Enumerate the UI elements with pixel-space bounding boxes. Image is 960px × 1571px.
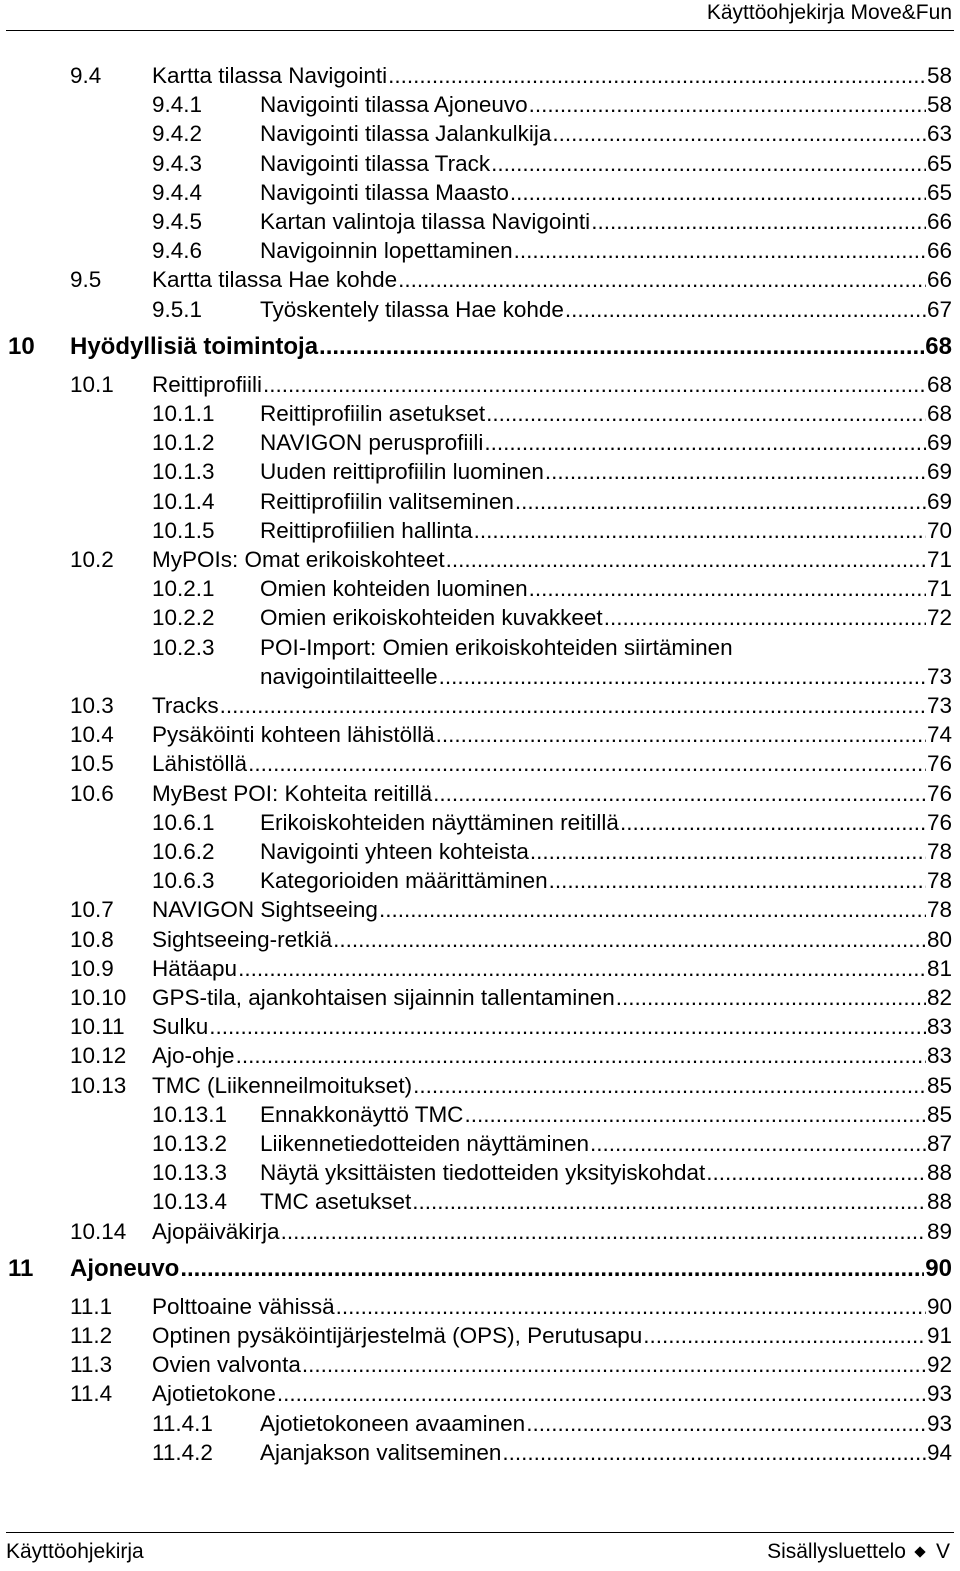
toc-leader-dots (590, 1129, 926, 1159)
toc-leader-dots (491, 149, 926, 179)
toc-entry[interactable] (0, 1321, 960, 1351)
toc-entry-page: 90 (925, 1254, 952, 1282)
toc-entry-title: Reittiprofiilin asetukset (260, 401, 486, 426)
toc-entry-title: Navigointi tilassa Track (260, 150, 491, 176)
toc-entry-title: Uuden reittiprofiilin luominen (260, 459, 544, 485)
toc-entry[interactable] (0, 895, 960, 925)
toc-entry-title: Navigointi tilassa Maasto (260, 179, 509, 205)
toc-entry[interactable] (0, 720, 960, 750)
toc-entry-page: 93 (926, 1410, 952, 1436)
toc-entry-number: 10.7 (70, 897, 114, 923)
toc-entry-number: 10.14 (70, 1218, 127, 1244)
toc-leader-dots (439, 662, 926, 692)
toc-entry-page: 90 (926, 1293, 952, 1319)
toc-entry-number: 10.4 (70, 722, 114, 748)
toc-leader-dots (220, 691, 926, 721)
toc-leader-dots (474, 516, 926, 546)
toc-entry-page: 76 (926, 751, 952, 777)
toc-entry[interactable] (0, 779, 960, 809)
toc-entry-page: 69 (926, 459, 952, 485)
toc-entry-number: 10.13.3 (152, 1160, 228, 1186)
toc-entry-number: 10.12 (70, 1043, 127, 1069)
toc-entry[interactable] (0, 925, 960, 955)
toc-entry-title: TMC (Liikenneilmoitukset) (152, 1072, 413, 1098)
toc-entry-page: 69 (926, 430, 952, 456)
toc-leader-dots (565, 295, 926, 325)
toc-entry[interactable] (0, 207, 960, 237)
toc-entry-page: 68 (925, 332, 952, 360)
toc-entry[interactable] (0, 332, 960, 362)
toc-entry-title: Navigointi tilassa Ajoneuvo (260, 92, 528, 118)
toc-entry-page: 81 (926, 955, 952, 981)
toc-leader-dots (526, 1409, 926, 1439)
toc-entry-number: 9.4.6 (152, 238, 203, 264)
toc-entry-page: 71 (926, 576, 952, 602)
toc-entry-title: Optinen pysäköintijärjestelmä (OPS), Perutusapu (152, 1323, 643, 1348)
toc-leader-dots (502, 1438, 926, 1468)
toc-leader-dots (545, 457, 926, 487)
toc-entry-page: 66 (926, 209, 952, 234)
toc-entry-title: Ajo-ohje (152, 1043, 235, 1069)
toc-leader-dots (552, 119, 926, 149)
toc-entry-number: 11.1 (70, 1293, 113, 1319)
footer-document-title: Käyttöohjekirja (6, 1540, 144, 1563)
toc-entry[interactable] (0, 691, 960, 721)
toc-entry-number: 10.1.1 (152, 401, 215, 426)
toc-entry-title: MyPOIs: Omat erikoiskohteet (152, 547, 445, 572)
toc-entry[interactable] (0, 1187, 960, 1217)
toc-entry-title: Lähistöllä (152, 751, 248, 777)
toc-entry-page: 66 (926, 267, 952, 293)
toc-entry-title: Ajotietokoneen avaaminen (260, 1410, 526, 1436)
toc-entry-number: 9.4.1 (152, 92, 203, 118)
toc-entry[interactable] (0, 90, 960, 120)
toc-entry-title: Navigointi yhteen kohteista (260, 839, 529, 864)
toc-entry[interactable] (0, 265, 960, 295)
toc-entry-title: TMC asetukset (260, 1189, 412, 1215)
toc-entry-number: 11.4.2 (152, 1439, 213, 1465)
toc-entry-number: 10.8 (70, 926, 114, 952)
toc-entry[interactable] (0, 1350, 960, 1380)
toc-entry-page: 76 (926, 780, 952, 806)
toc-entry-page: 63 (926, 121, 952, 147)
toc-entry[interactable] (0, 633, 960, 689)
toc-entry-number: 10.2.3 (152, 634, 215, 660)
toc-entry-number: 10.1.3 (152, 459, 215, 485)
toc-entry[interactable] (0, 1217, 960, 1247)
toc-entry-number: 10.6.1 (152, 809, 215, 835)
toc-entry-page: 89 (926, 1218, 952, 1244)
toc-leader-dots (236, 1041, 926, 1071)
toc-leader-dots (433, 779, 926, 809)
toc-entry-page: 69 (926, 488, 952, 514)
toc-entry[interactable] (0, 295, 960, 325)
toc-entry-title: Kategorioiden määrittäminen (260, 868, 548, 894)
toc-entry-page: 73 (926, 663, 952, 689)
toc-entry-number: 10.11 (70, 1014, 125, 1040)
toc-leader-dots (319, 332, 924, 362)
toc-leader-dots (180, 1254, 924, 1284)
footer-page-number: V (935, 1540, 950, 1563)
toc-entry-title: Kartan valintoja tilassa Navigointi (260, 209, 591, 234)
toc-leader-dots (484, 428, 926, 458)
toc-entry-title: Hätäapu (152, 955, 238, 981)
toc-entry-number: 11.2 (70, 1323, 113, 1348)
toc-entry-title: Omien erikoiskohteiden kuvakkeet (260, 605, 603, 631)
toc-entry-number: 10.2 (70, 547, 114, 572)
toc-entry-number: 10.3 (70, 693, 114, 718)
toc-leader-dots (706, 1158, 926, 1188)
toc-leader-dots (514, 236, 926, 266)
toc-entry-page: 88 (926, 1189, 952, 1215)
toc-leader-dots (281, 1217, 926, 1247)
toc-leader-dots (591, 207, 926, 237)
toc-entry-title: Pysäköinti kohteen lähistöllä (152, 722, 435, 748)
toc-entry-number: 10.5 (70, 751, 114, 777)
toc-entry[interactable] (0, 866, 960, 896)
toc-entry-page: 87 (926, 1131, 952, 1156)
toc-entry-number: 11.3 (70, 1352, 113, 1378)
toc-entry-page: 78 (926, 839, 952, 864)
toc-entry-page: 78 (926, 868, 952, 894)
toc-leader-dots (333, 925, 926, 955)
toc-entry-title: Sulku (152, 1014, 209, 1040)
toc-entry[interactable] (0, 545, 960, 575)
diamond-icon (914, 1546, 925, 1557)
toc-entry-number: 10.13.1 (152, 1101, 228, 1127)
toc-entry[interactable] (0, 1100, 960, 1130)
toc-entry-page: 74 (926, 722, 952, 748)
toc-entry-page: 88 (926, 1160, 952, 1186)
header-rule (6, 30, 954, 31)
toc-entry-title: Ajanjakson valitseminen (260, 1439, 502, 1465)
toc-entry[interactable] (0, 749, 960, 779)
toc-entry-page: 94 (926, 1439, 952, 1465)
toc-entry-page: 78 (926, 897, 952, 923)
toc-leader-dots (446, 545, 926, 575)
toc-entry[interactable] (0, 1012, 960, 1042)
toc-entry-number: 10.1 (70, 371, 114, 397)
toc-leader-dots (643, 1321, 926, 1351)
toc-entry-number: 11.4.1 (152, 1410, 213, 1436)
toc-leader-dots (388, 61, 926, 91)
toc-entry-number: 10.6.3 (152, 868, 215, 894)
toc-entry-page: 71 (926, 547, 952, 572)
toc-entry-page: 80 (926, 926, 952, 952)
running-header: Käyttöohjekirja Move&Fun (706, 1, 952, 24)
toc-entry-title: Omien kohteiden luominen (260, 576, 528, 602)
toc-entry-page: 93 (926, 1381, 952, 1407)
toc-entry[interactable] (0, 1254, 960, 1284)
toc-entry-title: Kartta tilassa Hae kohde (152, 267, 398, 293)
toc-entry[interactable] (0, 370, 960, 400)
toc-entry-title: Reittiprofiilien hallinta (260, 517, 473, 543)
toc-entry-title-continuation: navigointilaitteelle (260, 663, 438, 689)
toc-entry[interactable] (0, 837, 960, 867)
toc-entry[interactable] (0, 516, 960, 546)
toc-entry[interactable] (0, 1409, 960, 1439)
footer-page-info (767, 1540, 950, 1564)
toc-entry-page: 68 (926, 401, 952, 426)
toc-entry-number: 9.4.4 (152, 179, 203, 205)
toc-leader-dots (616, 983, 926, 1013)
toc-entry-title: Työskentely tilassa Hae kohde (260, 296, 564, 322)
toc-entry[interactable] (0, 1438, 960, 1468)
toc-entry-number: 10.2.1 (152, 576, 215, 602)
toc-leader-dots (549, 866, 926, 896)
toc-entry[interactable] (0, 808, 960, 838)
toc-entry[interactable] (0, 119, 960, 149)
toc-entry-number: 10.9 (70, 955, 114, 981)
toc-entry-title: Sightseeing-retkiä (152, 926, 333, 952)
toc-leader-dots (302, 1350, 926, 1380)
toc-entry-page: 73 (926, 693, 952, 718)
toc-entry-title: NAVIGON perusprofiili (260, 430, 484, 456)
toc-entry[interactable] (0, 1158, 960, 1188)
toc-leader-dots (248, 749, 926, 779)
toc-entry-page: 83 (926, 1043, 952, 1069)
toc-entry-title: Näytä yksittäisten tiedotteiden yksityiskohdat (260, 1160, 706, 1186)
toc-entry-page: 66 (926, 238, 952, 264)
toc-entry[interactable] (0, 487, 960, 517)
toc-entry-number: 10.10 (70, 985, 127, 1010)
toc-entry-number: 9.4.3 (152, 150, 203, 176)
toc-leader-dots (464, 1100, 926, 1130)
toc-entry[interactable] (0, 983, 960, 1013)
toc-leader-dots (263, 370, 926, 400)
toc-entry-title: Ajoneuvo (70, 1254, 180, 1282)
toc-leader-dots (620, 808, 926, 838)
toc-entry-page: 65 (926, 179, 952, 205)
toc-entry[interactable] (0, 574, 960, 604)
toc-entry-page: 83 (926, 1014, 952, 1040)
toc-leader-dots (238, 954, 926, 984)
toc-entry-page: 65 (926, 150, 952, 176)
toc-entry-page: 76 (926, 809, 952, 835)
toc-entry-title: Hyödyllisiä toimintoja (70, 332, 319, 360)
toc-entry-number: 10.1.4 (152, 488, 215, 514)
toc-entry[interactable] (0, 603, 960, 633)
toc-leader-dots (398, 265, 926, 295)
toc-entry-number: 10.1.2 (152, 430, 215, 456)
toc-entry-title: Erikoiskohteiden näyttäminen reitillä (260, 809, 619, 835)
toc-leader-dots (379, 895, 926, 925)
toc-leader-dots (604, 603, 926, 633)
toc-entry-title: NAVIGON Sightseeing (152, 897, 378, 923)
toc-entry-page: 82 (926, 985, 952, 1010)
toc-leader-dots (412, 1187, 926, 1217)
toc-entry[interactable] (0, 61, 960, 91)
footer-rule (6, 1532, 954, 1533)
toc-entry[interactable] (0, 954, 960, 984)
toc-entry-page: 67 (926, 296, 952, 322)
toc-entry-title: MyBest POI: Kohteita reitillä (152, 780, 433, 806)
toc-entry-number: 10.13.2 (152, 1131, 228, 1156)
toc-entry-title: GPS-tila, ajankohtaisen sijainnin tallentaminen (152, 985, 615, 1010)
toc-entry-page: 68 (926, 371, 952, 397)
toc-entry-number: 9.4 (70, 63, 102, 88)
toc-entry[interactable] (0, 1292, 960, 1322)
toc-entry-page: 85 (926, 1101, 952, 1127)
toc-entry-number: 9.5.1 (152, 296, 203, 322)
toc-entry-title: Kartta tilassa Navigointi (152, 63, 388, 88)
toc-entry-title: Reittiprofiilin valitseminen (260, 488, 514, 514)
toc-entry[interactable] (0, 399, 960, 429)
toc-entry-page: 72 (926, 605, 952, 631)
toc-entry[interactable] (0, 1129, 960, 1159)
toc-entry-number: 11 (8, 1254, 34, 1282)
toc-entry-page: 92 (926, 1352, 952, 1378)
toc-entry[interactable] (0, 1041, 960, 1071)
toc-leader-dots (486, 399, 926, 429)
toc-entry-page: 58 (926, 92, 952, 118)
toc-leader-dots (336, 1292, 926, 1322)
toc-leader-dots (530, 837, 926, 867)
toc-entry-title: Ajotietokone (152, 1381, 276, 1407)
toc-entry-title: Ennakkonäyttö TMC (260, 1101, 464, 1127)
toc-entry-title: Ajopäiväkirja (152, 1218, 280, 1244)
toc-leader-dots (510, 178, 926, 208)
toc-entry-number: 9.4.5 (152, 209, 203, 234)
toc-entry-number: 10.6.2 (152, 839, 215, 864)
toc-leader-dots (277, 1379, 926, 1409)
toc-entry-title: Ovien valvonta (152, 1352, 301, 1378)
toc-entry-number: 9.5 (70, 267, 102, 293)
toc-leader-dots (529, 90, 926, 120)
toc-entry[interactable] (0, 1071, 960, 1101)
toc-entry-number: 10 (8, 332, 35, 360)
toc-entry-page: 91 (926, 1323, 952, 1348)
toc-entry-number: 10.1.5 (152, 517, 215, 543)
toc-entry-number: 9.4.2 (152, 121, 203, 147)
toc-entry[interactable] (0, 149, 960, 179)
toc-entry-title: POI-Import: Omien erikoiskohteiden siirtäminen (260, 634, 733, 660)
toc-entry-title: Tracks (152, 693, 219, 718)
toc-entry-page: 85 (926, 1072, 952, 1098)
toc-entry-page: 58 (926, 63, 952, 88)
footer-section-name: Sisällysluettelo (767, 1540, 906, 1563)
toc-leader-dots (436, 720, 926, 750)
toc-leader-dots (209, 1012, 926, 1042)
toc-entry[interactable] (0, 457, 960, 487)
toc-entry-title: Reittiprofiili (152, 371, 263, 397)
toc-entry-title: Liikennetiedotteiden näyttäminen (260, 1131, 589, 1156)
toc-entry-title: Navigointi tilassa Jalankulkija (260, 121, 552, 147)
toc-leader-dots (515, 487, 926, 517)
toc-entry-number: 10.13.4 (152, 1189, 228, 1215)
toc-entry[interactable] (0, 178, 960, 208)
toc-entry-title: Polttoaine vähissä (152, 1293, 335, 1319)
toc-entry-title: Navigoinnin lopettaminen (260, 238, 513, 264)
toc-entry-number: 11.4 (70, 1381, 113, 1407)
toc-leader-dots (529, 574, 926, 604)
toc-leader-dots (413, 1071, 926, 1101)
toc-entry-number: 10.6 (70, 780, 114, 806)
toc-entry-number: 10.13 (70, 1072, 127, 1098)
toc-entry[interactable] (0, 1379, 960, 1409)
toc-entry[interactable] (0, 236, 960, 266)
toc-entry[interactable] (0, 428, 960, 458)
toc-entry-number: 10.2.2 (152, 605, 215, 631)
toc-entry-page: 70 (926, 517, 952, 543)
